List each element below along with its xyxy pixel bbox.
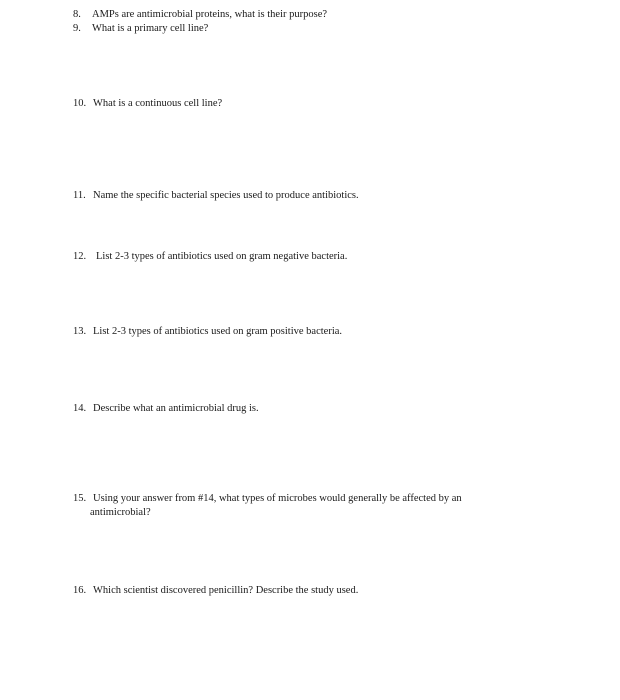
question-12 (73, 250, 347, 264)
question-8 (73, 8, 327, 22)
question-text: AMPs are antimicrobial proteins, what is their purpose? (92, 9, 328, 20)
question-text: Which scientist discovered penicillin? Describe the study used. (93, 585, 359, 596)
question-number: 14. (73, 403, 87, 414)
question-10 (73, 97, 222, 111)
question-number: 12. (73, 251, 87, 262)
question-number: 16. (73, 585, 87, 596)
question-text: List 2-3 types of antibiotics used on gram negative bacteria. (96, 251, 348, 262)
question-number: 15. (73, 493, 87, 504)
question-number: 11. (73, 190, 86, 201)
question-number: 9. (73, 23, 81, 34)
question-16 (73, 584, 358, 598)
question-number: 8. (73, 9, 81, 20)
question-14 (73, 402, 259, 416)
question-9 (73, 22, 208, 36)
question-15 (73, 492, 543, 520)
question-13 (73, 325, 342, 339)
question-11 (73, 189, 359, 203)
question-text: List 2-3 types of antibiotics used on gram positive bacteria. (93, 326, 343, 337)
question-text: Describe what an antimicrobial drug is. (93, 403, 259, 414)
question-number: 13. (73, 326, 87, 337)
question-text: Using your answer from #14, what types of microbes would generally be affected by an (93, 493, 462, 504)
question-text: What is a primary cell line? (92, 23, 209, 34)
question-text-continuation: antimicrobial? (90, 507, 151, 518)
question-text: What is a continuous cell line? (93, 98, 223, 109)
question-number: 10. (73, 98, 87, 109)
question-text: Name the specific bacterial species used to produce antibiotics. (93, 190, 359, 201)
